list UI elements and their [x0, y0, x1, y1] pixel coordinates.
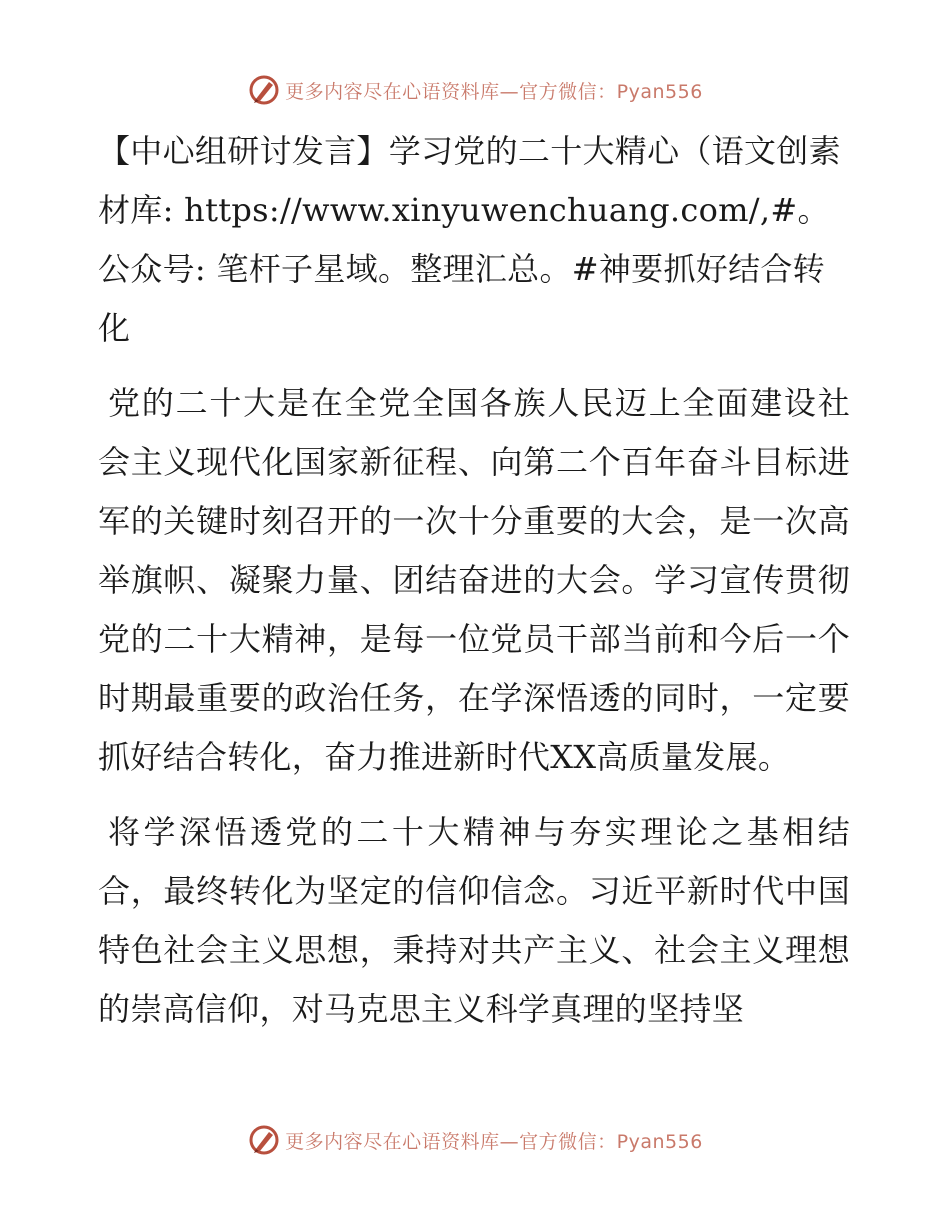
header-watermark: [0, 70, 950, 110]
watermark-main: 更多内容尽在心语资料库: [285, 80, 500, 103]
pen-circle-logo-icon: [247, 73, 281, 107]
watermark-dash: —: [499, 1130, 520, 1153]
document-body: [98, 122, 850, 1039]
pen-circle-logo-icon: [247, 1123, 281, 1157]
paragraph-1: 党的二十大是在全党全国各族人民迈上全面建设社会主义现代化国家新征程、向第二个百年奋斗目标进军的关键时刻召开的一次十分重要的大会，是一次高举旗帜、凝聚力量、团结奋进的大会。学习宣传贯彻党的二十大精神，是每一位党员干部当前和今后一个时期最重要的政治任务，在学深悟透的同时，一定要抓好结合转化，奋力推进新时代XX高质量发展。: [98, 384, 850, 776]
paragraph-2: 将学深悟透党的二十大精神与夯实理论之基相结合，最终转化为坚定的信仰信念。习近平新时代中国特色社会主义思想，秉持对共产主义、社会主义理想的崇高信仰，对马克思主义科学真理的坚持坚: [98, 813, 850, 1028]
watermark-main: 更多内容尽在心语资料库: [285, 1130, 500, 1153]
watermark-wechat: 官方微信：Pyan556: [519, 1130, 703, 1153]
watermark-dash: —: [499, 80, 520, 103]
watermark-text: [285, 77, 703, 104]
footer-watermark: [0, 1120, 950, 1160]
watermark-wechat: 官方微信：Pyan556: [519, 80, 703, 103]
document-title: 【中心组研讨发言】学习党的二十大精心（语文创素材库: https://www.xinyuwenchuang.com/,#。公众号: 笔杆子星域。整理汇总。#神要抓好结合转化: [98, 132, 841, 347]
watermark-text: [285, 1127, 703, 1154]
